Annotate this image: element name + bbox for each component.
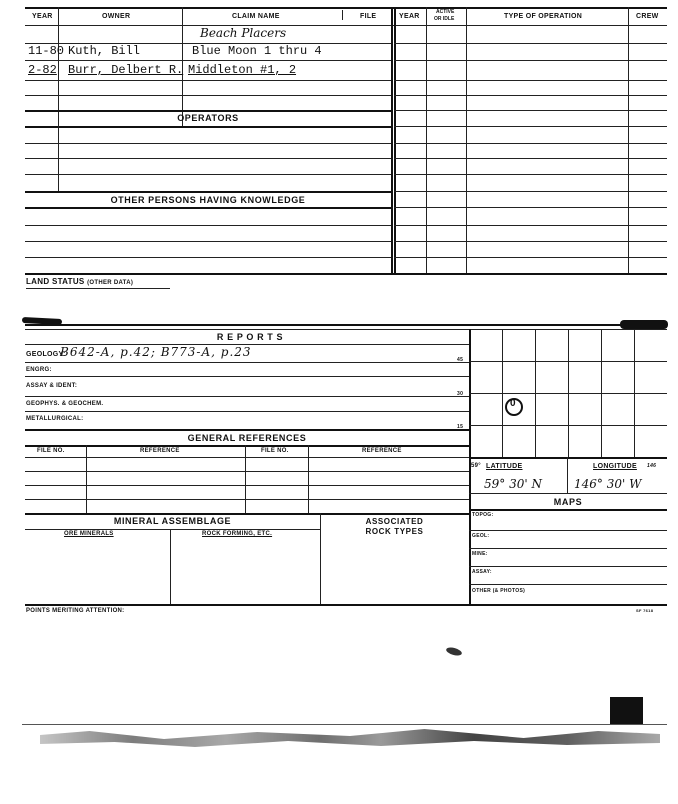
section-reports: R E P O R T S xyxy=(216,332,284,342)
claim-1-year: 11-80 xyxy=(28,44,65,58)
header-claim-name: CLAIM NAME xyxy=(232,13,280,20)
header-file: FILE xyxy=(360,13,377,20)
associated-rock-types-2: ROCK TYPES xyxy=(365,527,424,536)
section-general-references: GENERAL REFERENCES xyxy=(187,433,307,443)
header-type-of-operation: TYPE OF OPERATION xyxy=(504,13,583,20)
location-mark-label: 0 xyxy=(510,398,516,409)
report-num-30: 30 xyxy=(457,391,464,397)
associated-rock-types-1: ASSOCIATED xyxy=(365,517,424,526)
ref-file-no-2: FILE NO. xyxy=(261,448,289,454)
latitude-label: LATITUDE xyxy=(486,463,523,470)
form-number: SF 7618 xyxy=(636,608,654,613)
scan-black-block xyxy=(610,697,643,725)
rock-forming-label: ROCK FORMING, ETC. xyxy=(202,531,273,537)
longitude-suffix: 146 xyxy=(647,463,657,469)
handwritten-beach-placers: Beach Placers xyxy=(200,26,287,40)
report-num-15: 15 xyxy=(457,424,464,430)
maps-mine: MINE: xyxy=(472,551,488,557)
latitude-prefix: 59° xyxy=(471,463,481,469)
claim-2-year: 2-82 xyxy=(28,63,57,77)
maps-topog: TOPOG: xyxy=(472,512,494,518)
longitude-label: LONGITUDE xyxy=(593,463,637,470)
points-meriting-attention: POINTS MERITING ATTENTION: xyxy=(26,608,125,614)
claim-2-owner: Burr, Delbert R. xyxy=(68,63,184,77)
assay-ident-label: ASSAY & IDENT: xyxy=(26,383,78,389)
scan-noise-band xyxy=(40,727,660,747)
scan-speck xyxy=(445,646,462,657)
header-or-idle: OR IDLE xyxy=(434,16,455,22)
maps-assay: ASSAY: xyxy=(472,569,492,575)
header-year: YEAR xyxy=(32,13,53,20)
longitude-value: 146° 30' W xyxy=(574,477,642,491)
ref-file-no-1: FILE NO. xyxy=(37,448,65,454)
header-crew: CREW xyxy=(636,13,659,20)
section-maps: MAPS xyxy=(553,497,583,507)
latitude-value: 59° 30' N xyxy=(484,477,542,491)
engrg-label: ENGRG: xyxy=(26,367,52,373)
metallurgical-label: METALLURGICAL: xyxy=(26,416,84,422)
claim-1-owner: Kuth, Bill xyxy=(68,44,141,58)
maps-geol: GEOL: xyxy=(472,533,490,539)
header-year-right: YEAR xyxy=(399,13,420,20)
claim-1-name: Blue Moon 1 thru 4 xyxy=(192,44,322,58)
section-mineral-assemblage: MINERAL ASSEMBLAGE xyxy=(113,516,232,526)
maps-other: OTHER (& PHOTOS) xyxy=(472,588,526,594)
section-other-persons: OTHER PERSONS HAVING KNOWLEDGE xyxy=(110,195,306,205)
ref-reference-1: REFERENCE xyxy=(140,448,180,454)
geology-label: GEOLOGY: xyxy=(26,351,66,358)
ore-minerals-label: ORE MINERALS xyxy=(64,531,114,537)
header-owner: OWNER xyxy=(102,13,131,20)
geology-value: B642-A, p.42; B773-A, p.23 xyxy=(60,345,252,359)
ref-reference-2: REFERENCE xyxy=(362,448,402,454)
claim-2-name: Middleton #1, 2 xyxy=(188,63,297,77)
section-operators: OPERATORS xyxy=(177,113,239,123)
geophys-label: GEOPHYS. & GEOCHEM. xyxy=(26,401,104,407)
report-num-45: 45 xyxy=(457,357,464,363)
header-active: ACTIVE xyxy=(436,9,455,15)
land-status-label: LAND STATUS (OTHER DATA) xyxy=(26,277,134,286)
